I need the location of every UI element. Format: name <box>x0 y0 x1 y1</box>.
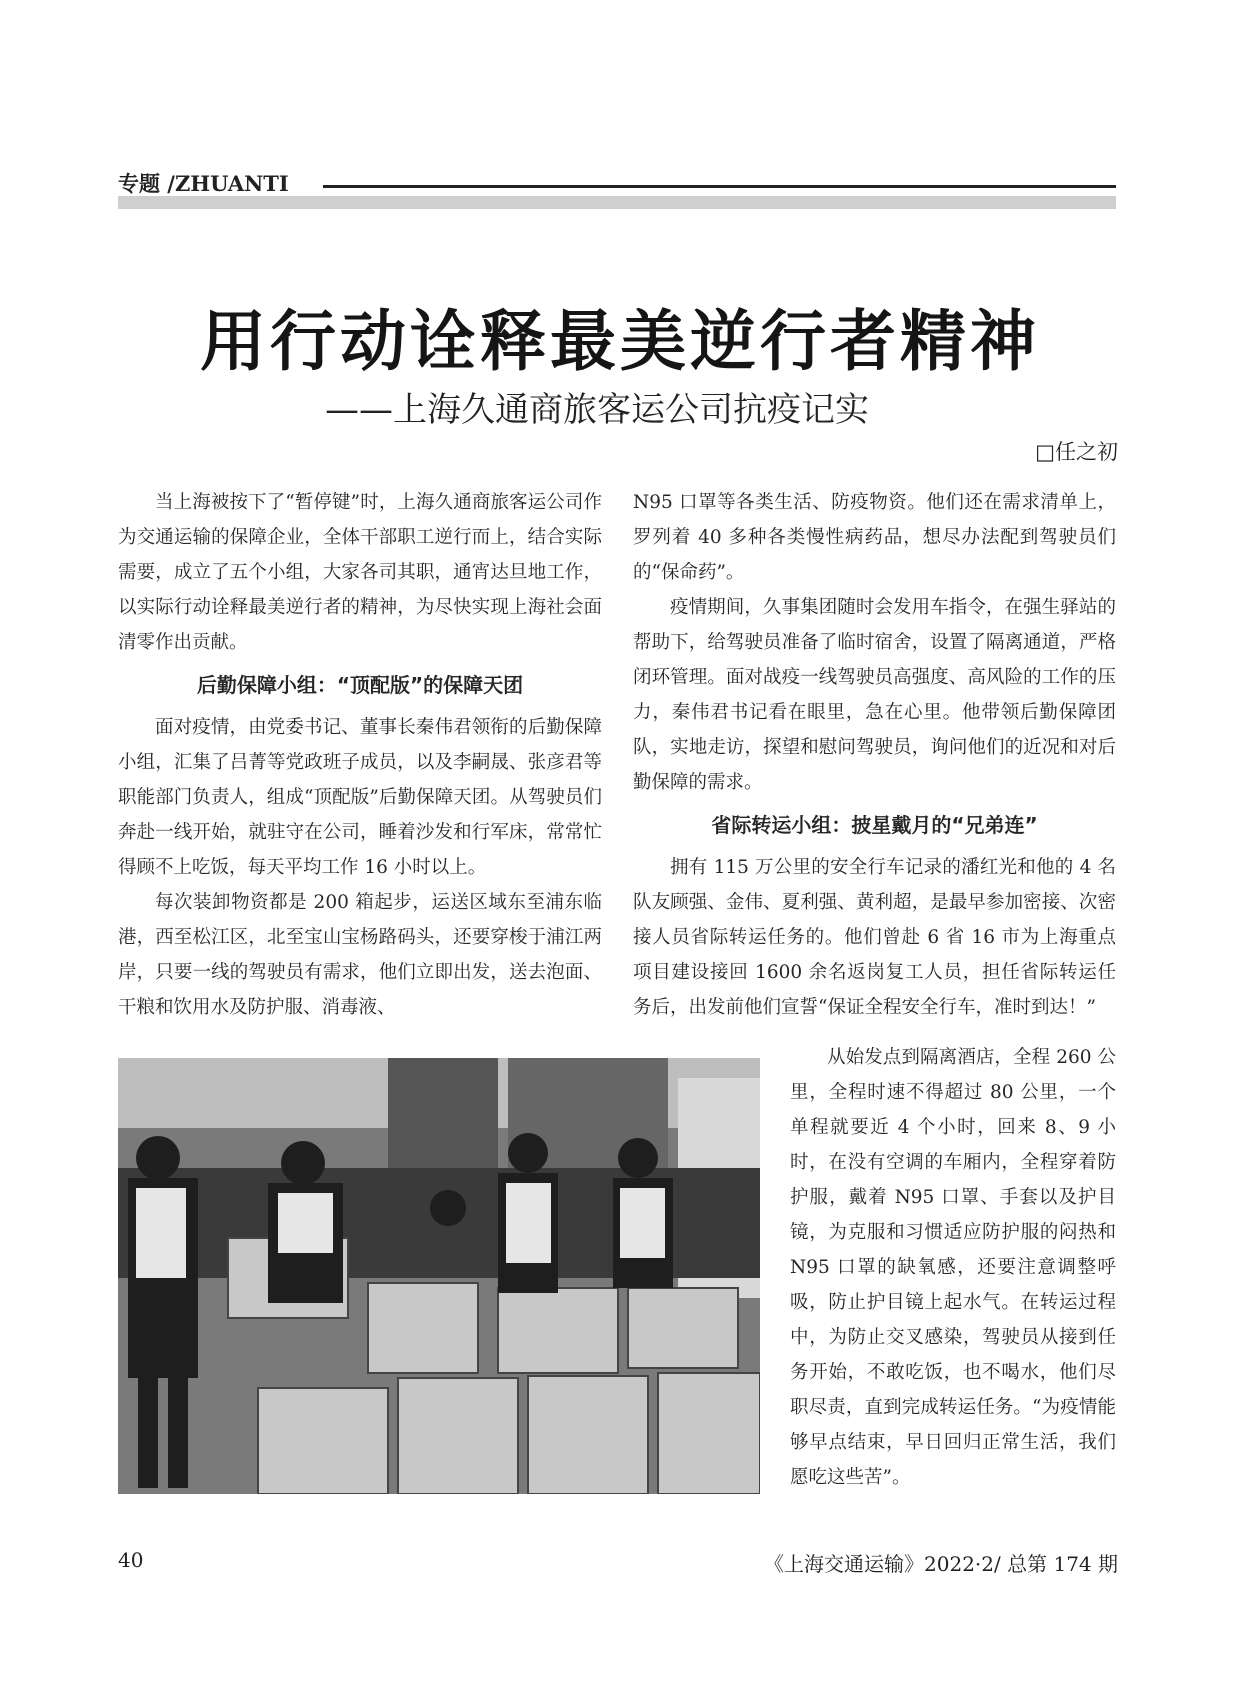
paragraph: 从始发点到隔离酒店，全程 260 公里，全程时速不得超过 80 公里，一个单程就要近 4 个小时，回来 8、9 小时，在没有空调的车厢内，全程穿着防护服，戴着 N95 口罩、手套以及护目镜，为克服和习惯适应防护服的闷热和 N95 口罩的缺氧感，还要注意调整呼吸，防止护目镜上起水气。在转运过程中，为防止交叉感染，驾驶员从接到任务开始，不敢吃饭，也不喝水，他们尽职尽责，直到完成转运任务。“为疫情能够早点结束，早日回归正常生活，我们愿吃这些苦”。 <box>790 1047 1116 1488</box>
paragraph: 疫情期间，久事集团随时会发用车指令，在强生驿站的帮助下，给驾驶员准备了临时宿舍，设置了隔离通道，严格闭环管理。面对战疫一线驾驶员高强度、高风险的工作的压力，秦伟君书记看在眼里，急在心里。他带领后勤保障团队，实地走访，探望和慰问驾驶员，询问他们的近况和对后勤保障的需求。 <box>633 597 1116 793</box>
photo-illustration <box>118 1058 760 1494</box>
article-subtitle: ——上海久通商旅客运公司抗疫记实 <box>325 390 869 430</box>
paragraph: 拥有 115 万公里的安全行车记录的潘红光和他的 4 名队友顾强、金伟、夏利强、黄利超，是最早参加密接、次密接人员省际转运任务的。他们曾赴 6 省 16 市为上海重点项目建设接回 1600 余名返岗复工人员，担任省际转运任务后，出发前他们宣誓“保证全程安全行车，准时到达！” <box>633 857 1116 1018</box>
header-band <box>118 196 1116 209</box>
paragraph: 面对疫情，由党委书记、董事长秦伟君领衔的后勤保障小组，汇集了吕菁等党政班子成员，以及李嗣晟、张彦君等职能部门负责人，组成“顶配版”后勤保障天团。从驾驶员们奔赴一线开始，就驻守在公司，睡着沙发和行军床，常常忙得顾不上吃饭，每天平均工作 16 小时以上。 <box>118 717 602 878</box>
magazine-issue: 《上海交通运输》2022·2/ 总第 174 期 <box>764 1552 1118 1576</box>
subhead-transfer: 省际转运小组：披星戴月的“兄弟连” <box>711 813 1038 837</box>
article-title: 用行动诠释最美逆行者精神 <box>200 302 1040 380</box>
header-rule <box>323 185 1116 188</box>
paragraph: N95 口罩等各类生活、防疫物资。他们还在需求清单上，罗列着 40 多种各类慢性病药品，想尽办法配到驾驶员们的“保命药”。 <box>633 492 1116 583</box>
byline: □任之初 <box>1035 440 1118 464</box>
subhead-logistics: 后勤保障小组：“顶配版”的保障天团 <box>196 673 524 697</box>
intro-paragraph: 当上海被按下了“暂停键”时，上海久通商旅客运公司作为交通运输的保障企业，全体干部职工逆行而上，结合实际需要，成立了五个小组，大家各司其职，通宵达旦地工作，以实际行动诠释最美逆行者的精神，为尽快实现上海社会面清零作出贡献。 <box>118 492 602 653</box>
section-tag: 专题 /ZHUANTI <box>118 171 289 196</box>
paragraph: 每次装卸物资都是 200 箱起步，运送区域东至浦东临港，西至松江区，北至宝山宝杨路码头，还要穿梭于浦江两岸，只要一线的驾驶员有需求，他们立即出发，送去泡面、干粮和饮用水及防护服、消毒液、 <box>118 892 602 1018</box>
page-number: 40 <box>118 1548 144 1572</box>
right-column <box>633 485 1116 1025</box>
left-column <box>118 485 602 1025</box>
narrow-column <box>790 1040 1116 1495</box>
article-photo <box>118 1058 760 1494</box>
